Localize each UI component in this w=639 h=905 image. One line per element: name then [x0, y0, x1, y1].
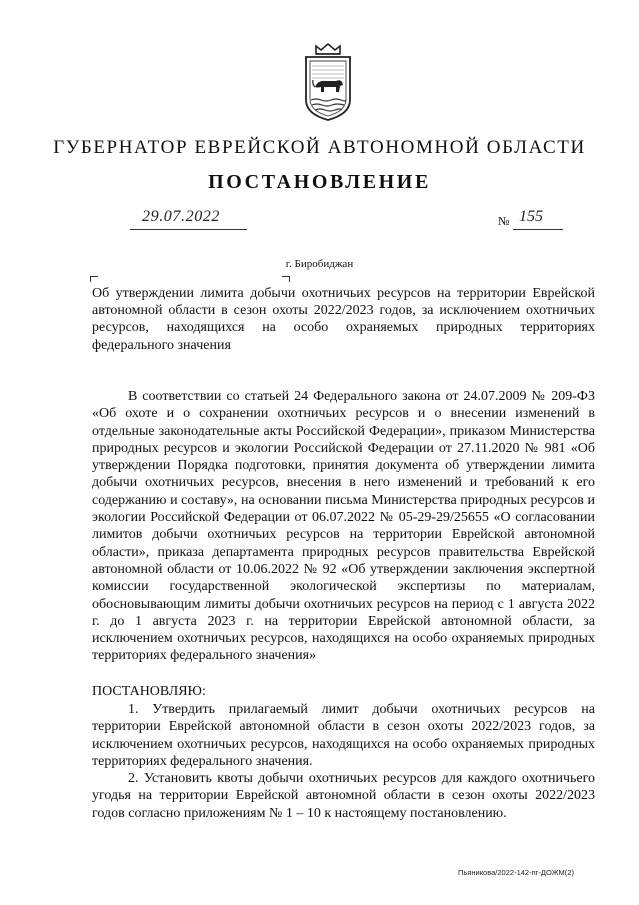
decree-item-1: 1. Утвердить прилагаемый лимит добычи охотничьих ресурсов на территории Еврейской автономной области в сезон охоты 2022/2023 годов, за исключением охотничьих ресурсов, находящихся на особо охраняемых природных территориях федерального значения. [92, 702, 595, 769]
number-field [513, 210, 563, 230]
document-title: Об утверждении лимита добычи охотничьих ресурсов на территории Еврейской автономной области в сезон охоты 2022/2023 годов, за исключением охотничьих ресурсов, находящихся на особо охраняемых природных территориях федерального значения [92, 286, 595, 353]
title-corner-right [282, 276, 290, 282]
date-field [130, 210, 247, 230]
organization-heading: ГУБЕРНАТОР ЕВРЕЙСКОЙ АВТОНОМНОЙ ОБЛАСТИ [53, 137, 586, 158]
footer-reference: Пьяникова/2022-142-пг-ДОЖМ(2) [458, 868, 574, 877]
document-number: 155 [519, 208, 543, 225]
title-corner-left [90, 276, 98, 282]
document-date: 29.07.2022 [142, 208, 220, 225]
date-underline [130, 229, 247, 230]
decree-word: ПОСТАНОВЛЯЮ: [92, 684, 206, 699]
decree-item-2: 2. Установить квоты добычи охотничьих ресурсов для каждого охотничьего угодья на территории Еврейской автономной области в сезон охоты 2022/2023 годов согласно приложениям № 1 – 10 к настоящему постановлению. [92, 771, 595, 821]
preamble-paragraph: В соответствии со статьей 24 Федерального закона от 24.07.2009 № 209-ФЗ «Об охоте и о сохранении охотничьих ресурсов и о внесении изменений в отдельные законодательные акты Российской Федерации», приказом Министерства природных ресурсов и экологии Российской Федерации от 27.11.2020 № 981 «Об утверждении Порядка подготовки, принятия документа об утверждении лимита добычи охотничьих ресурсов, внесения в него изменений и требований к его содержанию и составу», на основании письма Министерства природных ресурсов и экологии Российской Федерации от 06.07.2022 № 05-29-29/25655 «О согласовании лимитов добычи охотничьих ресурсов на территории Еврейской автономной области», приказа департамента природных ресурсов правительства Еврейской автономной области от 10.06.2022 № 92 «Об утверждении заключения экспертной комиссии государственной экологической экспертизы по материалам, обосновывающим лимиты добычи охотничьих ресурсов на период с 1 августа 2022 г. до 1 августа 2023 г. на территории Еврейской автономной области, за исключением охотничьих ресурсов, находящихся на особо охраняемых природных территориях федерального значения» [92, 389, 595, 664]
number-label: № [498, 214, 510, 228]
document-type-heading: ПОСТАНОВЛЕНИЕ [208, 171, 431, 193]
coat-of-arms-icon [298, 42, 358, 122]
number-underline [513, 229, 563, 230]
city-line: г. Биробиджан [285, 258, 354, 270]
